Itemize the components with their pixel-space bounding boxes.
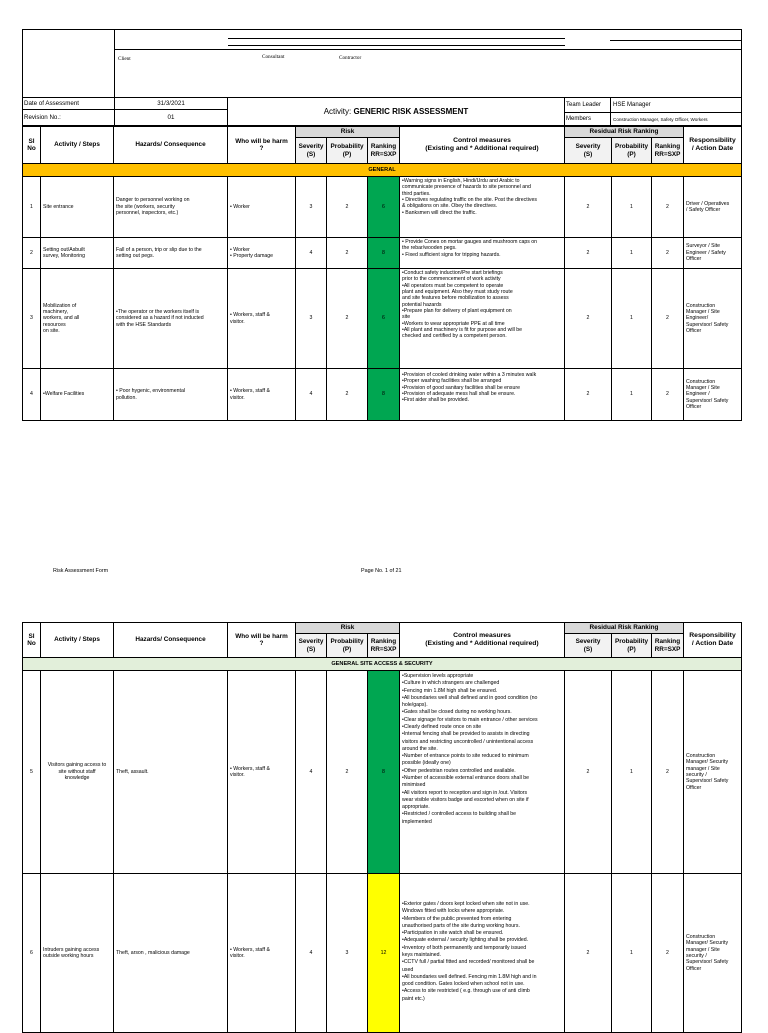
row-res-probability: 1: [611, 176, 652, 238]
row-ranking: 8: [367, 237, 400, 269]
row-who: • Workers, staff & visitor.: [227, 670, 296, 874]
row-hazard: •The operator or the workers itself is considered as a hazard if not inducted with the HSE Standards: [113, 268, 228, 369]
col-severity: Severity (S): [295, 633, 327, 658]
header-rule: [115, 49, 742, 50]
col-probability: Probability (P): [326, 137, 368, 164]
col-probability: Probability (P): [326, 633, 368, 658]
row-probability: 2: [326, 368, 368, 421]
row-res-probability: 1: [611, 237, 652, 269]
row-activity: Setting out/Asbuilt survey, Monitoring: [40, 237, 114, 269]
col-control: Control measures (Existing and * Additional required): [399, 126, 565, 164]
row-res-severity: 2: [564, 670, 612, 874]
row-number: 3: [22, 268, 41, 369]
col-control: Control measures (Existing and * Additional required): [399, 622, 565, 658]
logo-box: [22, 29, 115, 97]
row-severity: 4: [295, 237, 327, 269]
col-hazards: Hazards/ Consequence: [113, 126, 228, 164]
row-responsibility: Construction Manager / Site Engineer / Supervisor/ Safety Officer: [683, 368, 742, 421]
row-responsibility: Construction Manager/ Security manager / Site security / Supervisor/ Safety Officer: [683, 670, 742, 874]
row-hazard: Theft, assault.: [113, 670, 228, 874]
row-activity: Visitors gaining access to site without staff knowledge: [40, 670, 114, 874]
row-ranking: 8: [367, 670, 400, 874]
row-control: •Exterior gates / doors kept locked when site not in use. Windows fitted with locks where appropriate. •Members of the public prevented from entering unauthorised parts of the site during working hours. •Participation in site watch shall be ensured. •Adequate external / security lighting shall be provided. •Inventory of both permanently and temporarily issued keys maintained. •CCTV full / partial fitted and recorded/ monitored shall be used •All boundaries well defined. Fencing min 1.8M high and in good condition. Gates locked when school not in use. •Access to site restricted ( e.g. through use of anti climb paint etc.): [399, 873, 565, 1033]
row-control: •Supervision levels appropriate •Culture in which strangers are challenged •Fencing min 1.8M high shall be ensured. •All boundaries well shall defined and in good condition (no hole/gaps). •Gates shall be closed during no working hours. •Clear signage for visitors to main entrance / other services •Clearly defined route once on site •Internal fencing shall be provided to assists in directing visitors and restricting uncontrolled / unintentional access around the site. •Number of entrance points to site reduced to minimum possible (ideally one) •Other pedestrian routes controlled and available. •Number of accessible external entrance doors shall be minimised •All visitors report to reception and sign in /out. Visitors wear visible visitors badge and escorted when on site if appropriate. •Restricted / controlled access to building shall be implemented: [399, 670, 565, 874]
row-activity: Intruders gaining access outside working hours: [40, 873, 114, 1033]
date-value: 31/3/2021: [114, 97, 228, 110]
row-severity: 4: [295, 670, 327, 874]
col-res-probability: Probability (P): [611, 633, 652, 658]
row-probability: 3: [326, 873, 368, 1033]
col-ranking: Ranking RR=SXP: [367, 137, 400, 164]
col-activity: Activity / Steps: [40, 622, 114, 658]
row-who: • Workers, staff & visitor.: [227, 873, 296, 1033]
col-risk: Risk: [295, 126, 400, 138]
client-label: Client: [118, 56, 131, 62]
row-res-ranking: 2: [651, 368, 684, 421]
col-sl: Sl No: [22, 126, 41, 164]
row-res-probability: 1: [611, 670, 652, 874]
row-ranking: 6: [367, 176, 400, 238]
consultant-label: Consultant: [262, 54, 285, 60]
col-who: Who will be harm ?: [227, 126, 296, 164]
contractor-label: Contractor: [339, 55, 362, 61]
col-sl: Sl No: [22, 622, 41, 658]
row-severity: 3: [295, 176, 327, 238]
footer-page-number: Page No. 1 of 21: [361, 568, 402, 574]
col-res-ranking: Ranking RR=SXP: [651, 137, 684, 164]
row-control: •Conduct safety induction/Pre start briefings prior to the commencement of work activity •All operators must be competent to operate plant and equipment. Also they must study route and site features before mobilization to assess potential hazards •Prepare plan for delivery of plant equipment on site •Workers to wear appropriate PPE at all time •All plant and machinery is fit for purpose and will be checked and certified by a competent person.: [399, 268, 565, 369]
row-number: 2: [22, 237, 41, 269]
row-hazard: Theft, arson , malicious damage: [113, 873, 228, 1033]
row-responsibility: Construction Manager / Site Engineer/ Supervisor/ Safety Officer: [683, 268, 742, 369]
row-ranking: 8: [367, 368, 400, 421]
row-who: • Workers, staff & visitor.: [227, 268, 296, 369]
row-responsibility: Surveyor / Site Engineer / Safety Officer: [683, 237, 742, 269]
row-res-ranking: 2: [651, 268, 684, 369]
row-who: • Workers, staff & visitor.: [227, 368, 296, 421]
row-probability: 2: [326, 268, 368, 369]
row-activity: Mobilization of machinery, workers, and all resources on site.: [40, 268, 114, 369]
row-activity: •Welfare Facilities: [40, 368, 114, 421]
row-hazard: Danger to personnel working on the site (workers, security personnel, inspectors, etc.): [113, 176, 228, 238]
row-hazard: • Poor hygenic, environmental pollution.: [113, 368, 228, 421]
col-residual: Residual Risk Ranking: [564, 126, 684, 138]
row-res-severity: 2: [564, 268, 612, 369]
row-probability: 2: [326, 670, 368, 874]
row-res-probability: 1: [611, 268, 652, 369]
row-res-ranking: 2: [651, 873, 684, 1033]
col-responsibility: Responsibility / Action Date: [683, 622, 742, 658]
section-general: GENERAL: [22, 163, 742, 177]
row-activity: Site entrance: [40, 176, 114, 238]
col-responsibility: Responsibility / Action Date: [683, 126, 742, 164]
row-res-probability: 1: [611, 873, 652, 1033]
col-ranking: Ranking RR=SXP: [367, 633, 400, 658]
col-residual: Residual Risk Ranking: [564, 622, 684, 634]
row-probability: 2: [326, 176, 368, 238]
col-hazards: Hazards/ Consequence: [113, 622, 228, 658]
row-number: 4: [22, 368, 41, 421]
members-value: Construction Manager, Safety Officer, Workers: [610, 112, 742, 126]
row-res-ranking: 2: [651, 670, 684, 874]
col-severity: Severity (S): [295, 137, 327, 164]
row-severity: 4: [295, 368, 327, 421]
row-control: •Provision of cooled drinking water within a 3 minutes walk •Proper washing facilities shall be arranged •Provision of good sanitary facilities shall be ensure •Provision of adequate mess hall shall be ensure. •First aider shall be provided.: [399, 368, 565, 421]
signature-line: [228, 45, 565, 46]
row-control: •Warning signs in English, Hindi/Urdu and Arabic to communicate presence of hazards to site personnel and third parties. • Directives regulating traffic on the site. Post the directives & obligations on site. Obey the directives. • Banksmen will direct the traffic.: [399, 176, 565, 238]
row-res-severity: 2: [564, 873, 612, 1033]
row-res-probability: 1: [611, 368, 652, 421]
row-ranking: 6: [367, 268, 400, 369]
signature-line: [228, 38, 565, 39]
row-responsibility: Construction Manager/ Security manager / Site security / Supervisor/ Safety Officer: [683, 873, 742, 1033]
members-label: Members: [564, 112, 611, 126]
col-activity: Activity / Steps: [40, 126, 114, 164]
col-res-severity: Severity (S): [564, 633, 612, 658]
revision-label: Revision No.:: [22, 109, 115, 126]
row-res-severity: 2: [564, 368, 612, 421]
row-who: • Worker: [227, 176, 296, 238]
row-who: • Worker • Property damage: [227, 237, 296, 269]
row-res-ranking: 2: [651, 237, 684, 269]
team-leader-label: Team Leader: [564, 97, 611, 113]
row-number: 6: [22, 873, 41, 1033]
row-res-severity: 2: [564, 176, 612, 238]
row-control: • Provide Cones on mortar gauges and mushroom caps on the rebar/wooden pegs. • Fixed sufficient signs for tripping hazards.: [399, 237, 565, 269]
col-risk: Risk: [295, 622, 400, 634]
date-label: Date of Assessment: [22, 97, 115, 110]
col-who: Who will be harm ?: [227, 622, 296, 658]
col-res-ranking: Ranking RR=SXP: [651, 633, 684, 658]
row-hazard: Fall of a person, trip or slip due to the setting out pegs.: [113, 237, 228, 269]
row-ranking: 12: [367, 873, 400, 1033]
footer-form-name: Risk Assessment Form: [53, 568, 109, 574]
section-site-access-security: GENERAL SITE ACCESS & SECURITY: [22, 657, 742, 671]
activity-title: [227, 97, 565, 126]
row-res-ranking: 2: [651, 176, 684, 238]
row-severity: 4: [295, 873, 327, 1033]
activity-prefix: Activity:: [323, 107, 354, 116]
row-number: 1: [22, 176, 41, 238]
col-res-severity: Severity (S): [564, 137, 612, 164]
row-number: 5: [22, 670, 41, 874]
row-res-severity: 2: [564, 237, 612, 269]
row-probability: 2: [326, 237, 368, 269]
row-responsibility: Driver / Operatives / Safety Officer: [683, 176, 742, 238]
col-res-probability: Probability (P): [611, 137, 652, 164]
row-severity: 3: [295, 268, 327, 369]
activity-name: GENERIC RISK ASSESSMENT: [353, 107, 469, 116]
signature-line: [610, 40, 742, 41]
revision-value: 01: [114, 109, 228, 126]
team-leader-value: HSE Manager: [610, 97, 742, 113]
